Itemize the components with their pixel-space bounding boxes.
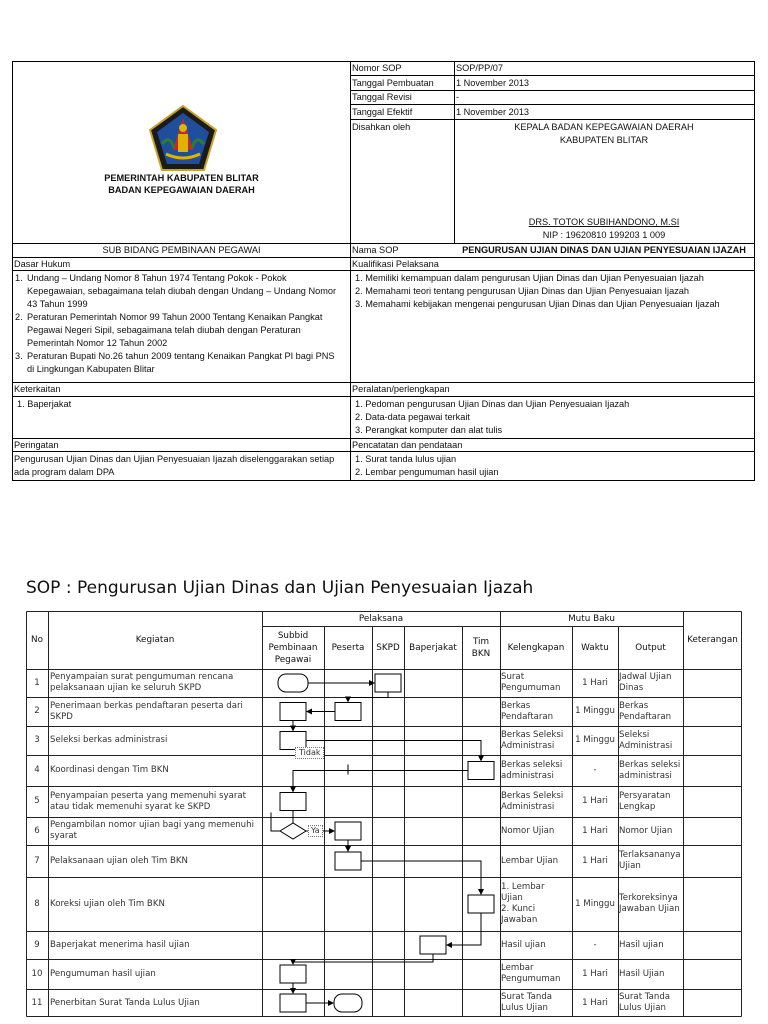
- dasar-hukum-item-number: 2.: [15, 312, 23, 322]
- row-kegiatan: [50, 786, 261, 817]
- row-kelengkapan: [501, 877, 571, 931]
- row-number: 9: [34, 939, 40, 950]
- row-output: [619, 817, 682, 845]
- row-kelengkapan-line: Ujian: [501, 893, 523, 903]
- row-kegiatan: [50, 755, 261, 786]
- dasar-hukum-item: [15, 311, 349, 350]
- tanggal-pembuatan-label: Tanggal Pembuatan: [352, 78, 434, 88]
- row-output-line: administrasi: [619, 770, 672, 781]
- keterkaitan-label: Keterkaitan: [14, 384, 61, 394]
- dasar-hukum-item-line: Peraturan Bupati No.26 tahun 2009 tentang Kenaikan Pangkat PI bagi PNS: [27, 351, 335, 361]
- row-kegiatan-line: Penyampaian surat pengumuman rencana: [50, 672, 234, 682]
- row-kelengkapan-line: Berkas: [501, 700, 531, 711]
- row-kegiatan-line: Seleksi berkas administrasi: [50, 735, 168, 745]
- row-output: [619, 669, 682, 697]
- row-kelengkapan-line: Jawaban: [501, 915, 538, 925]
- peralatan-item: 3. Perangkat komputer dan alat tulis: [355, 425, 503, 435]
- row-kegiatan: [50, 669, 261, 697]
- tanggal-revisi-label: Tanggal Revisi: [352, 92, 412, 102]
- row-output: [619, 726, 682, 755]
- row-number: 4: [34, 765, 40, 775]
- header-subbid: [262, 626, 324, 669]
- signer-name: DRS. TOTOK SUBIHANDONO, M.SI: [528, 217, 680, 227]
- row-output: [619, 931, 682, 959]
- row-output-line: Administrasi: [619, 740, 673, 751]
- sop-flow-table: [26, 611, 742, 1017]
- row-kelengkapan: [501, 786, 571, 817]
- row-output: [619, 845, 682, 877]
- row-kegiatan-line: pelaksanaan ujian ke seluruh SKPD: [50, 683, 202, 693]
- row-output-line: Terkoreksinya: [619, 893, 678, 903]
- kualifikasi-label: Kualifikasi Pelaksana: [352, 259, 439, 269]
- header-tim-bkn: [462, 626, 500, 669]
- row-waktu: 1 Hari: [582, 968, 608, 979]
- nomor-sop-value: SOP/PP/07: [456, 63, 503, 73]
- dasar-hukum-item-line: Peraturan Pemerintah Nomor 99 Tahun 2000 Tentang Kenaikan Pangkat: [27, 312, 323, 322]
- peringatan-line: Pengurusan Ujian Dinas dan Ujian Penyesuaian Ijazah diselenggarakan setiap: [14, 454, 335, 464]
- row-kegiatan-line: Pengambilan nomor ujian bagi yang memenuhi: [50, 820, 254, 830]
- row-output-line: Nomor Ujian: [619, 825, 673, 836]
- row-output-line: Dinas: [619, 683, 644, 693]
- peringatan-line: ada program dalam DPA: [14, 467, 115, 477]
- kualifikasi-list: [355, 272, 753, 311]
- row-number: 2: [34, 706, 40, 716]
- row-waktu: -: [593, 765, 597, 775]
- row-kelengkapan-line: Berkas seleksi: [501, 759, 563, 770]
- peralatan-item: 2. Data-data pegawai terkait: [355, 412, 470, 422]
- header-tim-bkn-line: BKN: [471, 648, 491, 659]
- row-output-line: Pendaftaran: [619, 711, 672, 722]
- sop-flow-title: SOP : Pengurusan Ujian Dinas dan Ujian Penyesuaian Ijazah: [26, 578, 534, 598]
- header-pelaksana: Pelaksana: [358, 613, 404, 624]
- row-number: 11: [31, 997, 43, 1008]
- row-number: 8: [34, 898, 40, 909]
- row-output: [619, 697, 682, 726]
- header-peserta: Peserta: [331, 642, 365, 653]
- dasar-hukum-item-line: Kepegawaian, sebagaimana telah diubah dengan Undang – Undang Nomor: [27, 286, 337, 296]
- dasar-hukum-item-line: 43 Tahun 1999: [27, 299, 88, 309]
- header-baperjakat: Baperjakat: [409, 642, 457, 653]
- row-number: 1: [34, 677, 40, 688]
- header-subbid-line: Pegawai: [274, 654, 312, 665]
- row-kelengkapan-line: Surat: [501, 672, 525, 682]
- row-waktu: -: [593, 939, 597, 950]
- label-ya: Ya: [308, 825, 323, 837]
- row-kegiatan: [50, 845, 261, 877]
- row-output-line: Jadwal Ujian: [619, 672, 672, 682]
- row-waktu: 1 Minggu: [575, 706, 615, 716]
- row-kelengkapan-line: 1. Lembar: [501, 882, 545, 892]
- row-number: 5: [34, 796, 40, 806]
- row-kelengkapan: [501, 817, 571, 845]
- sop-identity-table: [12, 61, 755, 481]
- row-kegiatan: [50, 931, 261, 959]
- header-keterangan: Keterangan: [687, 635, 738, 645]
- row-waktu: 1 Hari: [582, 796, 608, 806]
- row-kegiatan-line: atau tidak memenuhi syarat ke SKPD: [50, 801, 211, 812]
- kualifikasi-item: 3. Memahami kebijakan mengenai pengurusan Ujian Dinas dan Ujian Penyesuaian Ijazah: [355, 299, 720, 309]
- header-kelengkapan: Kelengkapan: [507, 642, 565, 653]
- disahkan-line1: KEPALA BADAN KEPEGAWAIAN DAERAH: [514, 122, 694, 132]
- row-waktu: 1 Minggu: [575, 735, 615, 745]
- row-kegiatan: [50, 697, 261, 726]
- header-tim-bkn-line: Tim: [472, 636, 490, 647]
- row-output-line: Hasil ujian: [619, 939, 664, 950]
- nomor-sop-label: Nomor SOP: [352, 63, 402, 73]
- row-kelengkapan-line: Berkas Seleksi: [501, 790, 564, 801]
- row-kelengkapan-line: Surat Tanda: [501, 992, 553, 1002]
- header-kegiatan: Kegiatan: [135, 635, 175, 645]
- row-kegiatan-line: SKPD: [50, 711, 73, 722]
- dasar-hukum-item: [15, 272, 349, 311]
- row-kelengkapan-line: Administrasi: [501, 801, 555, 812]
- row-waktu: 1 Minggu: [575, 898, 615, 909]
- row-kegiatan-line: Pelaksanaan ujian oleh Tim BKN: [50, 855, 188, 866]
- header-no: No: [31, 635, 43, 645]
- row-kelengkapan-line: administrasi: [501, 770, 554, 781]
- row-kegiatan: [50, 959, 261, 989]
- dasar-hukum-item: [15, 350, 349, 376]
- row-kelengkapan-line: 2. Kunci: [501, 904, 536, 914]
- row-kelengkapan: [501, 755, 571, 786]
- row-number: 7: [34, 855, 40, 866]
- tanggal-pembuatan-value: 1 November 2013: [456, 78, 530, 88]
- row-output-line: Ujian: [619, 861, 641, 871]
- row-kegiatan: [50, 726, 261, 755]
- dasar-hukum-label: Dasar Hukum: [14, 259, 71, 269]
- pencatatan-list: [355, 453, 499, 479]
- peralatan-label: Peralatan/perlengkapan: [352, 384, 450, 394]
- row-output-line: Terlaksananya: [619, 850, 681, 860]
- pencatatan-label: Pencatatan dan pendataan: [352, 440, 463, 450]
- row-kegiatan-line: Penerbitan Surat Tanda Lulus Ujian: [50, 997, 200, 1008]
- row-kegiatan-line: Pengumuman hasil ujian: [50, 968, 156, 979]
- peringatan-label: Peringatan: [14, 440, 59, 450]
- dasar-hukum-list: [15, 272, 349, 376]
- row-kegiatan-line: Koreksi ujian oleh Tim BKN: [50, 898, 165, 909]
- row-output: [619, 786, 682, 817]
- row-kelengkapan: [501, 669, 571, 697]
- row-output-line: Lulus Ujian: [619, 1003, 666, 1013]
- kualifikasi-item: 1. Memiliki kemampuan dalam pengurusan Ujian Dinas dan Ujian Penyesuaian Ijazah: [355, 273, 704, 283]
- row-number: 3: [34, 735, 40, 745]
- nama-sop-label: Nama SOP: [352, 245, 399, 255]
- disahkan-label: Disahkan oleh: [352, 122, 411, 132]
- signer-nip: NIP : 19620810 199203 1 009: [542, 230, 666, 240]
- row-number: 6: [34, 825, 40, 836]
- keterkaitan-list: [17, 398, 71, 411]
- row-waktu: 1 Hari: [582, 855, 608, 866]
- sub-bidang: SUB BIDANG PEMBINAAN PEGAWAI: [102, 245, 261, 255]
- peralatan-list: [355, 398, 629, 437]
- row-output-line: Berkas: [619, 700, 649, 711]
- row-kelengkapan-line: Lulus Ujian: [501, 1003, 548, 1013]
- row-output-line: Jawaban Ujian: [619, 904, 680, 914]
- row-kelengkapan-line: Pengumuman: [501, 683, 561, 693]
- tanggal-revisi-value: -: [456, 92, 460, 102]
- row-kegiatan: [50, 989, 261, 1017]
- row-output: [619, 877, 682, 931]
- header-skpd: SKPD: [376, 642, 400, 653]
- row-kelengkapan-line: Lembar Ujian: [501, 855, 559, 866]
- dasar-hukum-item-number: 3.: [15, 351, 23, 361]
- row-kelengkapan-line: Administrasi: [501, 740, 555, 751]
- row-output-line: Persyaratan: [619, 790, 671, 801]
- dasar-hukum-item-number: 1.: [15, 273, 23, 283]
- tanggal-efektif-value: 1 November 2013: [456, 107, 530, 117]
- row-kelengkapan-line: Pengumuman: [501, 974, 561, 984]
- row-kelengkapan-line: Lembar: [501, 963, 534, 973]
- dasar-hukum-item-line: Pegawai Negeri Sipil, sebagaimana telah diubah dengan Peraturan: [27, 325, 301, 335]
- row-output-line: Hasil Ujian: [619, 968, 665, 979]
- peralatan-item: 1. Pedoman pengurusan Ujian Dinas dan Ujian Penyesuaian Ijazah: [355, 399, 630, 409]
- row-kegiatan-line: Penyampaian peserta yang memenuhi syarat: [50, 790, 247, 801]
- row-kegiatan: [50, 877, 261, 931]
- row-output-line: Seleksi: [619, 729, 650, 740]
- dasar-hukum-item-line: Undang – Undang Nomor 8 Tahun 1974 Tentang Pokok - Pokok: [27, 273, 287, 283]
- header-waktu: Waktu: [581, 642, 609, 653]
- row-kelengkapan-line: Nomor Ujian: [501, 825, 555, 836]
- kualifikasi-item: 2. Memahami teori tentang pengurusan Ujian Dinas dan Ujian Penyesuaian Ijazah: [355, 286, 690, 296]
- row-kegiatan: [50, 817, 261, 845]
- row-kegiatan-line: Baperjakat menerima hasil ujian: [50, 939, 190, 950]
- row-waktu: 1 Hari: [582, 825, 608, 836]
- row-kelengkapan: [501, 989, 571, 1017]
- row-waktu: 1 Hari: [582, 997, 608, 1008]
- keterkaitan-item: 1. Baperjakat: [17, 399, 72, 409]
- pencatatan-item: 2. Lembar pengumuman hasil ujian: [355, 467, 499, 477]
- header-subbid-line: Pembinaan: [268, 642, 318, 653]
- org-name-line2: BADAN KEPEGAWAIAN DAERAH: [108, 185, 255, 195]
- label-tidak: Tidak: [295, 747, 324, 759]
- row-kelengkapan-line: Berkas Seleksi: [501, 729, 564, 740]
- coat-of-arms-logo: [148, 104, 218, 172]
- pencatatan-item: 1. Surat tanda lulus ujian: [355, 454, 457, 464]
- row-kelengkapan: [501, 931, 571, 959]
- peringatan-text: [14, 453, 334, 479]
- row-waktu: 1 Hari: [582, 677, 608, 688]
- row-kegiatan-line: syarat: [50, 831, 77, 841]
- row-output-line: Surat Tanda: [619, 992, 671, 1002]
- org-name-line1: PEMERINTAH KABUPATEN BLITAR: [104, 173, 259, 183]
- header-mutu-baku: Mutu Baku: [568, 613, 615, 624]
- nama-sop-value: PENGURUSAN UJIAN DINAS DAN UJIAN PENYESUAIAN IJAZAH: [462, 245, 746, 255]
- tanggal-efektif-label: Tanggal Efektif: [352, 107, 413, 117]
- row-output: [619, 755, 682, 786]
- row-kelengkapan: [501, 959, 571, 989]
- row-kelengkapan: [501, 845, 571, 877]
- row-kelengkapan-line: Pendaftaran: [501, 711, 554, 722]
- row-output-line: Berkas seleksi: [619, 759, 681, 770]
- row-kegiatan-line: Penerimaan berkas pendaftaran peserta dari: [50, 700, 243, 711]
- row-kelengkapan: [501, 697, 571, 726]
- row-kelengkapan-line: Hasil ujian: [501, 939, 546, 950]
- row-number: 10: [31, 968, 43, 979]
- disahkan-line2: KABUPATEN BLITAR: [559, 135, 649, 145]
- row-output: [619, 959, 682, 989]
- row-output: [619, 989, 682, 1017]
- header-subbid-line: Subbid: [277, 630, 309, 641]
- header-output: Output: [635, 642, 666, 653]
- row-kelengkapan: [501, 726, 571, 755]
- row-output-line: Lengkap: [619, 801, 656, 812]
- dasar-hukum-item-line: di Lingkungan Kabupaten Blitar: [27, 364, 155, 374]
- dasar-hukum-item-line: Pemerintah Nomor 12 Tahun 2002: [27, 338, 168, 348]
- row-kegiatan-line: Koordinasi dengan Tim BKN: [50, 765, 169, 775]
